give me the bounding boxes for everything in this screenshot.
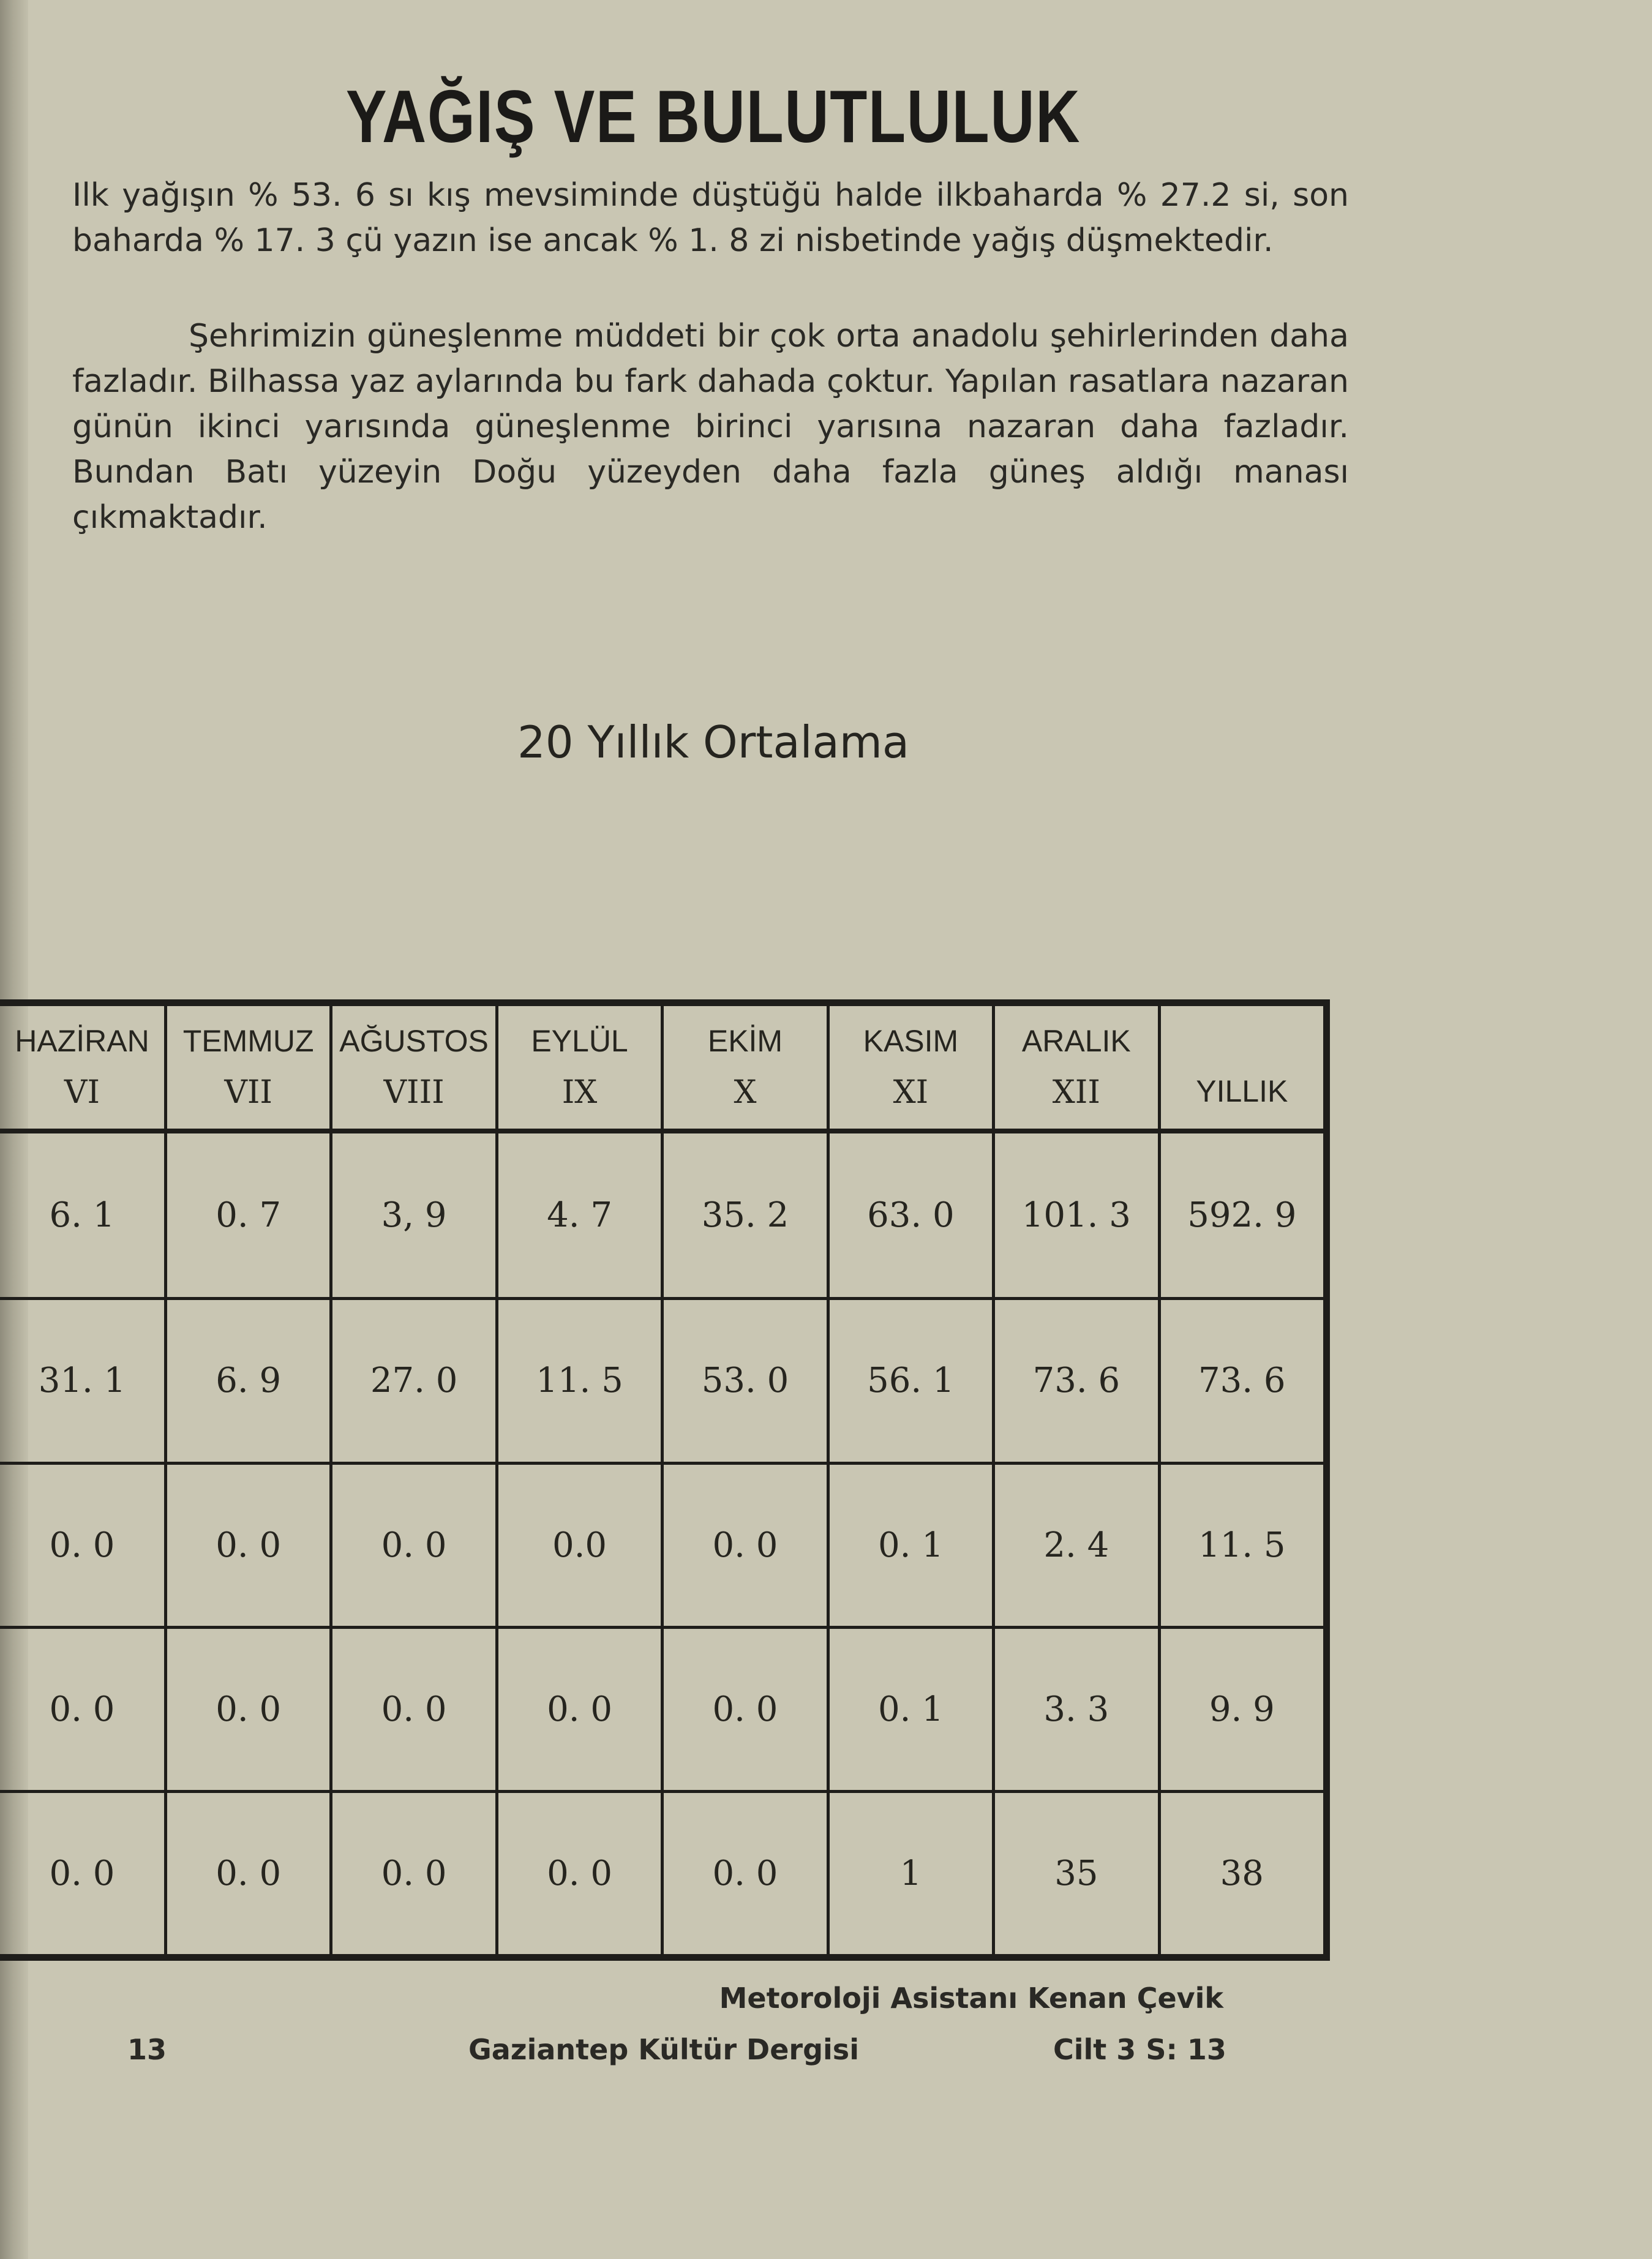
table-cell: 53. 0 [663,1299,828,1463]
table-cell: 35 [994,1791,1159,1955]
column-header-temmuz: TEMMUZ VII [165,1005,331,1132]
table-header-row [0,1005,1325,1132]
table-cell: 0. 1 [828,1627,993,1791]
column-header-kasim: KASIM XI [828,1005,993,1132]
table-cell: 63. 0 [828,1131,993,1299]
table-cell: 73. 6 [1159,1299,1324,1463]
table-cell: 56. 1 [828,1299,993,1463]
table-cell: 38 [1159,1791,1324,1955]
journal-name: Gaziantep Kültür Dergisi [468,2033,859,2066]
table-cell: 31. 1 [0,1299,165,1463]
table-cell: 0. 0 [165,1463,331,1627]
table-cell: 0. 0 [331,1627,497,1791]
table-row [0,1791,1325,1955]
table-cell: 0. 0 [663,1627,828,1791]
table-cell: 1 [828,1791,993,1955]
table-cell: 0. 0 [497,1791,662,1955]
table-cell: 0. 0 [331,1791,497,1955]
table-row [0,1463,1325,1627]
table-cell: 0. 0 [331,1463,497,1627]
column-header-yillik: YILLIK [1159,1005,1324,1132]
table-cell: 4. 7 [497,1131,662,1299]
table-cell: 0. 0 [663,1463,828,1627]
author-credit: Metoroloji Asistanı Kenan Çevik [719,1982,1223,2015]
table-row [0,1299,1325,1463]
table-cell: 0. 1 [828,1463,993,1627]
table-cell: 0. 0 [0,1463,165,1627]
table-row [0,1627,1325,1791]
column-header-agustos: AĞUSTOS VIII [331,1005,497,1132]
page-number: 13 [127,2033,167,2066]
table-cell: 9. 9 [1159,1627,1324,1791]
table-cell: 0. 0 [0,1791,165,1955]
rainfall-table [0,1003,1326,1957]
table-cell: 0. 0 [165,1791,331,1955]
table-title: 20 Yıllık Ortalama [517,716,910,768]
column-header-aralik: ARALIK XII [994,1005,1159,1132]
table-cell: 11. 5 [497,1299,662,1463]
table-cell: 0. 0 [165,1627,331,1791]
table-cell: 27. 0 [331,1299,497,1463]
page-title: YAĞIŞ VE BULUTLULUK [345,75,1081,158]
column-header-haziran: HAZİRAN VI [0,1005,165,1132]
table-cell: 35. 2 [663,1131,828,1299]
column-header-eylul: EYLÜL IX [497,1005,662,1132]
paragraph-1: Ilk yağışın % 53. 6 sı kış mevsiminde düştüğü halde ilkbaharda % 27.2 si, son baharda % 17. 3 çü yazın ise ancak % 1. 8 zi nisbetinde yağış düşmektedir. [72,177,1349,259]
table-cell: 11. 5 [1159,1463,1324,1627]
table-cell: 101. 3 [994,1131,1159,1299]
column-header-ekim: EKİM X [663,1005,828,1132]
table-cell: 592. 9 [1159,1131,1324,1299]
table-cell: 0. 0 [497,1627,662,1791]
table-cell: 6. 1 [0,1131,165,1299]
table-cell: 0. 0 [663,1791,828,1955]
table-cell: 3, 9 [331,1131,497,1299]
table-cell: 0.0 [497,1463,662,1627]
volume-info: Cilt 3 S: 13 [1053,2033,1226,2066]
table-row [0,1131,1325,1299]
table-cell: 0. 0 [0,1627,165,1791]
table-cell: 3. 3 [994,1627,1159,1791]
table-cell: 0. 7 [165,1131,331,1299]
table-cell: 2. 4 [994,1463,1159,1627]
table-cell: 6. 9 [165,1299,331,1463]
rainfall-table-frame [0,999,1330,1961]
table-cell: 73. 6 [994,1299,1159,1463]
paragraph-2: Şehrimizin güneşlenme müddeti bir çok orta anadolu şehirlerinden daha fazladır. Bilhassa yaz aylarında bu fark dahada çoktur. Yapılan rasatlara nazaran günün ikinci yarısında güneşlenme birinci yarısına nazaran daha fazladır. Bundan Batı yüzeyin Doğu yüzeyden daha fazla güneş aldığı manası çıkmaktadır. [72,318,1349,536]
